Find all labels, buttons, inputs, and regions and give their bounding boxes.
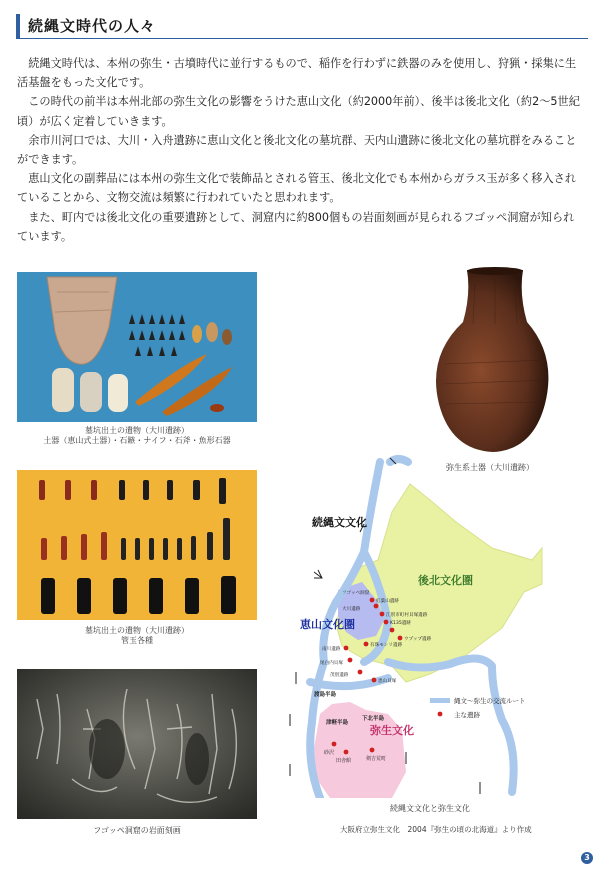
site-label: 紅葉山遺跡 <box>376 599 399 604</box>
site-marker <box>398 636 403 641</box>
south-site-label: 剣吉荒町 <box>366 756 387 762</box>
section-header <box>16 14 588 39</box>
site-marker <box>344 646 349 651</box>
site-label: K135遺跡 <box>390 621 411 626</box>
site-marker <box>390 628 395 633</box>
tubular-beads-photo <box>17 470 257 620</box>
legend-site-label: 主な遺跡 <box>454 711 480 719</box>
grave-goods-caption <box>17 426 257 446</box>
caption-line: 墓坑出土の遺物（大川遺跡） <box>85 426 189 435</box>
paragraph: この時代の前半は本州北部の弥生文化の影響をうけた恵山文化（約2000年前）、後半は後北文化（約2～5世紀頃）が広く定着していきます。 <box>17 95 580 128</box>
region-label: 渡島半島 <box>314 692 337 698</box>
site-label: フゴッペ洞窟 <box>342 591 370 596</box>
body-text <box>17 54 585 246</box>
site-label: 茂別遺跡 <box>330 673 349 678</box>
region-label: 津軽半島 <box>326 720 349 726</box>
south-site-label: 砂沢 <box>324 750 335 756</box>
site-label: ウプップ遺跡 <box>404 637 432 642</box>
culture-map <box>280 452 580 798</box>
paragraph: 恵山文化の副葬品には本州の弥生文化で装飾品とされる管玉、後北文化でも本州からガラス玉が多く移入されていることから、文物交流は頻繁に行われていたと思われます。 <box>17 172 577 205</box>
site-label: 恵山貝塚 <box>378 679 397 684</box>
region-label: 下北半島 <box>362 716 385 722</box>
legend-route-swatch <box>430 698 450 703</box>
site-marker <box>364 642 369 647</box>
label-yayoi: 弥生文化 <box>370 724 414 737</box>
label-esan: 恵山文化圏 <box>300 618 355 631</box>
site-marker <box>370 598 375 603</box>
site-marker <box>372 678 377 683</box>
cave-caption <box>17 826 257 836</box>
legend-site-swatch <box>438 712 443 717</box>
beads-caption <box>17 626 257 646</box>
caption-line: 続縄文文化と弥生文化 <box>390 804 470 813</box>
source-credit: 大阪府立弥生文化 2004『弥生の頃の北海道』より作成 <box>340 825 532 834</box>
page-title: 続縄文時代の人々 <box>28 17 157 35</box>
site-label: 南川遺跡 <box>322 647 341 652</box>
site-marker <box>384 620 389 625</box>
legend-route-label: 縄文～弥生の交流ルート <box>454 697 526 705</box>
site-marker <box>380 612 385 617</box>
paragraph: 続縄文時代は、本州の弥生・古墳時代に並行するもので、稲作を行わずに鉄器のみを使用し、狩猟・採集に生活基盤をもった文化です。 <box>17 57 577 90</box>
site-marker <box>344 750 349 755</box>
fugoppe-cave-photo <box>17 669 257 819</box>
caption-line: 管玉各種 <box>121 636 153 645</box>
south-site-label: 田舎館 <box>336 758 352 764</box>
grave-goods-photo <box>17 272 257 422</box>
yayoi-pot-photo <box>415 264 565 454</box>
caption-line: フゴッペ洞窟の岩面刻画 <box>93 826 181 835</box>
site-marker <box>332 742 337 747</box>
map-caption <box>330 804 530 814</box>
map-legend <box>430 696 526 719</box>
label-zokujomon: 続縄文文化 <box>312 516 367 529</box>
caption-line: 墓坑出土の遺物（大川遺跡） <box>85 626 189 635</box>
site-marker <box>374 604 379 609</box>
site-label: 尾白内貝塚 <box>320 661 343 666</box>
site-label: 有珠モシリ遺跡 <box>370 643 403 648</box>
site-marker <box>370 748 375 753</box>
caption-line: 弥生系土器（大川遺跡） <box>446 463 534 472</box>
caption-line: 土器（恵山式土器）・石鏃・ナイフ・石斧・魚形石器 <box>43 436 231 445</box>
paragraph: 余市川河口では、大川・入舟遺跡に恵山文化と後北文化の墓坑群、天内山遺跡に後北文化の墓坑群をみることができます。 <box>17 133 577 167</box>
label-kohoku: 後北文化圏 <box>418 574 473 587</box>
page-number: 3 <box>581 852 593 864</box>
paragraph: また、町内では後北文化の重要遺跡として、洞窟内に約800個もの岩面刻画が見られるフゴッペ洞窟が知られています。 <box>17 210 575 243</box>
site-label: 大川遺跡 <box>342 607 361 612</box>
site-label: 江別市町村貝塚遺跡 <box>386 613 428 618</box>
site-marker <box>348 658 353 663</box>
site-marker <box>358 670 363 675</box>
